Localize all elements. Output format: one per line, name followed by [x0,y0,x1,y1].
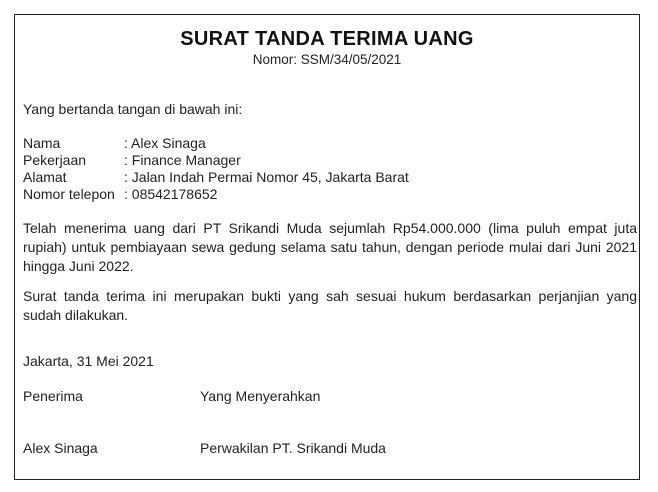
field-row-phone [23,186,217,203]
field-label: Nama [23,135,61,151]
field-label: Alamat [23,169,67,185]
receiver-role: Penerima [23,388,83,404]
validity-paragraph: Surat tanda terima ini merupakan bukti yang sah sesuai hukum berdasarkan perjanjian yang sudah dilakukan. [23,288,637,323]
field-value: : Jalan Indah Permai Nomor 45, Jakarta Barat [124,169,409,185]
document-title: SURAT TANDA TERIMA UANG [180,28,474,50]
receipt-paragraph: Telah menerima uang dari PT Srikandi Muda sejumlah Rp54.000.000 (lima puluh empat juta rupiah) untuk pembiayaan sewa gedung selama satu tahun, dengan periode mulai dari Juni 2021 hingga Juni 2022. [23,220,637,274]
giver-role: Yang Menyerahkan [200,388,321,404]
field-row-job [23,152,241,169]
field-value: : Alex Sinaga [124,135,206,151]
receiver-name: Alex Sinaga [23,440,98,456]
field-row-name [23,135,206,152]
document-number: Nomor: SSM/34/05/2021 [252,52,402,67]
field-value: : 08542178652 [124,186,218,202]
receipt-document [14,14,640,480]
giver-name: Perwakilan PT. Srikandi Muda [200,440,386,456]
field-row-address [23,169,409,186]
place-date: Jakarta, 31 Mei 2021 [23,353,154,369]
field-label: Nomor telepon [23,186,115,202]
intro-text: Yang bertanda tangan di bawah ini: [23,101,243,117]
field-label: Pekerjaan [23,152,87,168]
field-value: : Finance Manager [124,152,241,168]
